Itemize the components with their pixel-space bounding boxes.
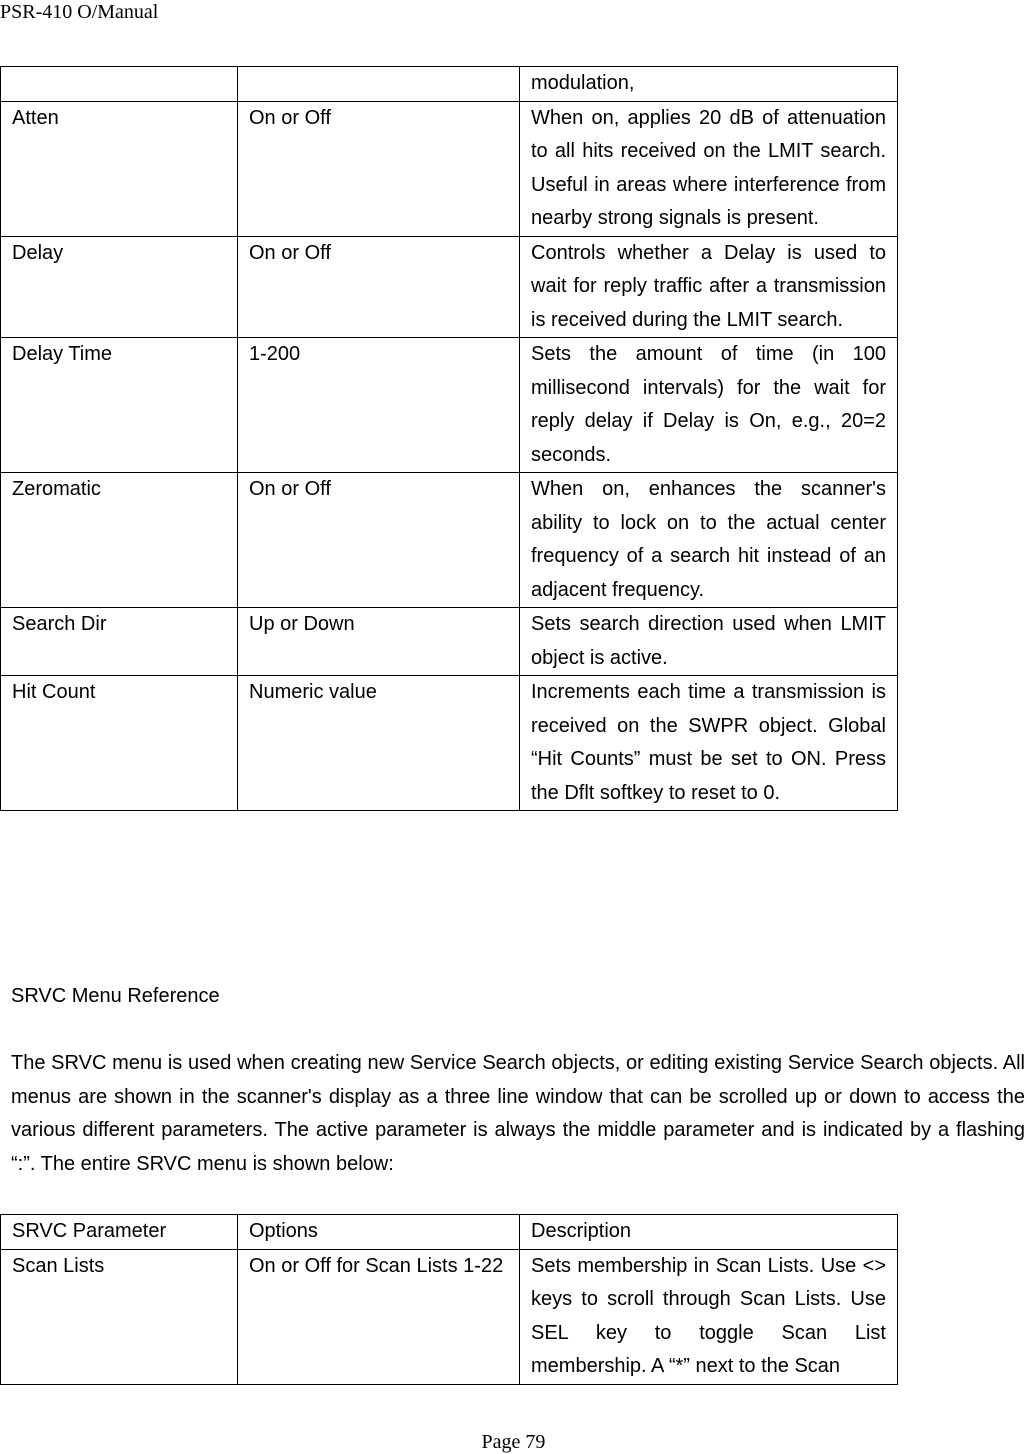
table-row — [1, 338, 898, 473]
options-cell: On or Off — [238, 473, 520, 608]
description-cell: When on, applies 20 dB of attenuation to all hits received on the LMIT search. Useful in areas where interference from nearby strong signals is present. — [520, 101, 898, 236]
param-cell — [1, 67, 238, 102]
description-cell: Controls whether a Delay is used to wait for reply traffic after a transmission is received during the LMIT search. — [520, 236, 898, 338]
description-cell: Sets the amount of time (in 100 millisecond intervals) for the wait for reply delay if Delay is On, e.g., 20=2 seconds. — [520, 338, 898, 473]
description-cell: Increments each time a transmission is received on the SWPR object. Global “Hit Counts” must be set to ON. Press the Dflt softkey to reset to 0. — [520, 676, 898, 811]
table-row — [1, 608, 898, 676]
options-cell: Up or Down — [238, 608, 520, 676]
page-number: Page 79 — [481, 1431, 546, 1453]
table-row — [1, 236, 898, 338]
options-cell: On or Off for Scan Lists 1-22 — [238, 1249, 520, 1384]
param-cell: Zeromatic — [1, 473, 238, 608]
description-cell: Sets membership in Scan Lists. Use <> keys to scroll through Scan Lists. Use SEL key to toggle Scan List membership. A “*” next to the Scan — [520, 1249, 898, 1384]
param-cell: Scan Lists — [1, 1249, 238, 1384]
header-description: Description — [520, 1215, 898, 1250]
table-row — [1, 101, 898, 236]
lmit-parameter-table — [0, 66, 898, 811]
description-cell: When on, enhances the scanner's ability to lock on to the actual center frequency of a search hit instead of an adjacent frequency. — [520, 473, 898, 608]
srvc-parameter-table — [0, 1214, 898, 1385]
table-row — [1, 676, 898, 811]
header-param: SRVC Parameter — [1, 1215, 238, 1250]
options-cell: On or Off — [238, 101, 520, 236]
section-title: SRVC Menu Reference — [11, 985, 220, 1007]
param-cell: Hit Count — [1, 676, 238, 811]
param-cell: Delay — [1, 236, 238, 338]
options-cell: Numeric value — [238, 676, 520, 811]
param-cell: Delay Time — [1, 338, 238, 473]
table-row — [1, 67, 898, 102]
param-cell: Search Dir — [1, 608, 238, 676]
table-header-row — [1, 1215, 898, 1250]
options-cell: On or Off — [238, 236, 520, 338]
description-cell: Sets search direction used when LMIT object is active. — [520, 608, 898, 676]
param-cell: Atten — [1, 101, 238, 236]
header-options: Options — [238, 1215, 520, 1250]
section-paragraph: The SRVC menu is used when creating new Service Search objects, or editing existing Service Search objects. All menus are shown in the scanner's display as a three line window that can be scrolled up or down to access the various different parameters. The active parameter is always the middle parameter and is indicated by a flashing “:”. The entire SRVC menu is shown below: — [11, 1052, 1025, 1175]
table-row — [1, 1249, 898, 1384]
page-header: PSR-410 O/Manual — [0, 1, 159, 23]
options-cell — [238, 67, 520, 102]
description-cell: modulation, — [520, 67, 898, 102]
options-cell: 1-200 — [238, 338, 520, 473]
table-row — [1, 473, 898, 608]
